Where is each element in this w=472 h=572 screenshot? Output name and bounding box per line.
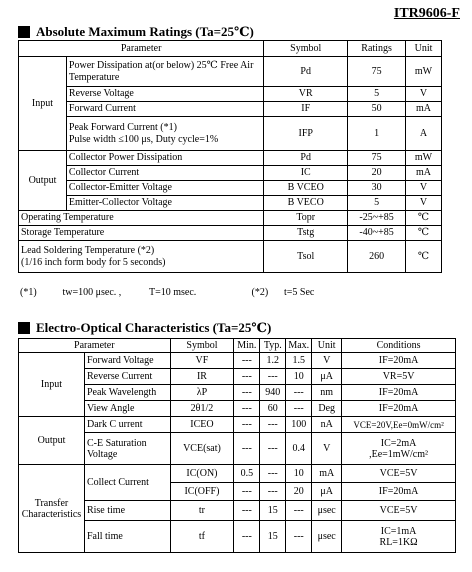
footnote-2-mark: (*2) [251, 287, 269, 298]
amr-rating: -25~+85 [348, 211, 406, 226]
amr-rating: 50 [348, 102, 406, 117]
eoc-symbol: tr [170, 501, 234, 521]
amr-symbol: Topr [264, 211, 348, 226]
eoc-symbol: ICEO [170, 417, 234, 433]
amr-symbol: Pd [264, 151, 348, 166]
eoc-min: --- [234, 353, 260, 369]
eoc-unit: μA [312, 483, 342, 501]
eoc-typ: --- [260, 433, 286, 465]
eoc-typ: --- [260, 465, 286, 483]
eoc-cond: IF=20mA [342, 483, 456, 501]
footnote-1-period: T=10 msec. [149, 287, 197, 298]
eoc-cond-line2: RL=1KΩ [379, 536, 418, 548]
eoc-min: --- [234, 433, 260, 465]
eoc-param: View Angle [84, 401, 170, 417]
eoc-max: 100 [286, 417, 312, 433]
amr-header-parameter: Parameter [19, 41, 264, 57]
eoc-cond: VCE=5V [342, 465, 456, 483]
amr-section-title: Absolute Maximum Ratings (Ta=25℃) [36, 24, 254, 39]
eoc-symbol: IC(ON) [170, 465, 234, 483]
eoc-group-output: Output [19, 417, 85, 465]
eoc-typ: 15 [260, 501, 286, 521]
eoc-cond: VR=5V [342, 369, 456, 385]
amr-symbol: B VECO [264, 196, 348, 211]
amr-rating: 30 [348, 181, 406, 196]
eoc-unit: μsec [312, 521, 342, 553]
amr-param: Lead Soldering Temperature (*2) [21, 245, 155, 257]
eoc-param-line2: Voltage [86, 448, 118, 460]
amr-header-unit: Unit [406, 41, 442, 57]
eoc-param-multi [84, 433, 170, 465]
amr-symbol: IF [264, 102, 348, 117]
amr-param: Operating Temperature [19, 211, 264, 226]
footnote-2-text: t=5 Sec [284, 287, 315, 298]
eoc-section-header [18, 320, 271, 336]
eoc-min: --- [234, 385, 260, 401]
amr-unit: ℃ [406, 226, 442, 241]
amr-symbol: Tstg [264, 226, 348, 241]
eoc-symbol: IC(OFF) [170, 483, 234, 501]
part-number: ITR9606-F [393, 6, 460, 21]
eoc-header-unit: Unit [312, 339, 342, 353]
eoc-symbol: tf [170, 521, 234, 553]
amr-group-output: Output [19, 151, 67, 211]
eoc-cond-multi [342, 521, 456, 553]
eoc-min: --- [234, 401, 260, 417]
amr-unit: mA [406, 102, 442, 117]
amr-rating: 5 [348, 196, 406, 211]
eoc-cond: IF=20mA [342, 401, 456, 417]
section-bullet-icon [18, 26, 30, 38]
eoc-group-input: Input [19, 353, 85, 417]
eoc-unit: μA [312, 369, 342, 385]
amr-header-symbol: Symbol [264, 41, 348, 57]
eoc-cond-multi [342, 433, 456, 465]
eoc-min: --- [234, 521, 260, 553]
eoc-unit: V [312, 353, 342, 369]
eoc-table [18, 338, 456, 553]
amr-unit: V [406, 196, 442, 211]
amr-unit: ℃ [406, 211, 442, 226]
eoc-cond: VCE=5V [342, 501, 456, 521]
eoc-min: --- [234, 369, 260, 385]
eoc-max: 20 [286, 483, 312, 501]
amr-rating: 20 [348, 166, 406, 181]
eoc-unit: Deg [312, 401, 342, 417]
amr-unit: A [406, 117, 442, 151]
amr-rating: 260 [348, 241, 406, 273]
amr-param: Collector-Emitter Voltage [66, 181, 263, 196]
amr-unit: mW [406, 151, 442, 166]
eoc-max: --- [286, 401, 312, 417]
eoc-header-parameter: Parameter [19, 339, 171, 353]
amr-rating: -40~+85 [348, 226, 406, 241]
amr-param: Power Dissipation at(or below) 25℃ Free Air Temperature [66, 57, 263, 87]
amr-param: Emitter-Collector Voltage [66, 196, 263, 211]
eoc-header-max: Max. [286, 339, 312, 353]
eoc-param: Dark C urrent [84, 417, 170, 433]
amr-header-ratings: Ratings [348, 41, 406, 57]
footnotes [20, 287, 314, 298]
amr-symbol: IFP [264, 117, 348, 151]
amr-symbol: B VCEO [264, 181, 348, 196]
amr-symbol: Pd [264, 57, 348, 87]
footnote-1-mark: (*1) [20, 287, 37, 298]
eoc-param: Peak Wavelength [84, 385, 170, 401]
eoc-param: Reverse Current [84, 369, 170, 385]
footnote-1-text: tw=100 μsec. , [62, 287, 122, 298]
eoc-typ: 1.2 [260, 353, 286, 369]
eoc-max: 10 [286, 465, 312, 483]
eoc-param: Rise time [84, 501, 170, 521]
eoc-param: Fall time [84, 521, 170, 553]
eoc-cond: IF=20mA [342, 353, 456, 369]
amr-param: Reverse Voltage [66, 87, 263, 102]
eoc-max: --- [286, 385, 312, 401]
section-bullet-icon [18, 322, 30, 334]
eoc-max: 10 [286, 369, 312, 385]
eoc-unit: nm [312, 385, 342, 401]
eoc-group-transfer-line1: Transfer [34, 497, 69, 509]
amr-param: Storage Temperature [19, 226, 264, 241]
eoc-symbol: λP [170, 385, 234, 401]
eoc-max: --- [286, 521, 312, 553]
amr-param: Collector Current [66, 166, 263, 181]
eoc-symbol: VF [170, 353, 234, 369]
amr-unit: V [406, 87, 442, 102]
eoc-min: --- [234, 501, 260, 521]
eoc-typ: 15 [260, 521, 286, 553]
amr-param-line2: (1/16 inch form body for 5 seconds) [21, 256, 166, 268]
amr-unit: mA [406, 166, 442, 181]
amr-unit: ℃ [406, 241, 442, 273]
amr-section-header [18, 24, 254, 40]
eoc-typ: 940 [260, 385, 286, 401]
amr-table [18, 40, 442, 273]
amr-param: Collector Power Dissipation [66, 151, 263, 166]
eoc-cond: IC=1mA [380, 525, 417, 537]
amr-symbol: Tsol [264, 241, 348, 273]
amr-unit: mW [406, 57, 442, 87]
eoc-typ: --- [260, 369, 286, 385]
eoc-max: 1.5 [286, 353, 312, 369]
eoc-header-typ: Typ. [260, 339, 286, 353]
eoc-header-conditions: Conditions [342, 339, 456, 353]
eoc-unit: V [312, 433, 342, 465]
amr-unit: V [406, 181, 442, 196]
eoc-header-min: Min. [234, 339, 260, 353]
amr-param-multi [19, 241, 264, 273]
amr-param-multi [66, 117, 263, 151]
eoc-group-transfer [19, 465, 85, 553]
eoc-typ: --- [260, 417, 286, 433]
eoc-typ: 60 [260, 401, 286, 417]
eoc-unit: μsec [312, 501, 342, 521]
eoc-cond: IF=20mA [342, 385, 456, 401]
amr-rating: 1 [348, 117, 406, 151]
amr-param-line2: Pulse width ≤100 μs, Duty cycle=1% [68, 133, 219, 145]
amr-param: Forward Current [66, 102, 263, 117]
eoc-param: C-E Saturation [86, 437, 147, 449]
eoc-section-title: Electro-Optical Characteristics (Ta=25℃) [36, 320, 272, 335]
amr-rating: 5 [348, 87, 406, 102]
eoc-symbol: 2θ1/2 [170, 401, 234, 417]
amr-rating: 75 [348, 57, 406, 87]
eoc-symbol: IR [170, 369, 234, 385]
amr-param: Peak Forward Current (*1) [68, 122, 177, 134]
eoc-cond: VCE=20V,Ee=0mW/cm² [342, 417, 456, 433]
eoc-typ: --- [260, 483, 286, 501]
eoc-group-transfer-line2: Characteristics [21, 508, 82, 520]
eoc-cond: IC=2mA [380, 437, 417, 449]
eoc-symbol: VCE(sat) [170, 433, 234, 465]
eoc-param: Collect Current [84, 465, 170, 501]
eoc-max: 0.4 [286, 433, 312, 465]
eoc-header-symbol: Symbol [170, 339, 234, 353]
amr-symbol: IC [264, 166, 348, 181]
eoc-min: 0.5 [234, 465, 260, 483]
eoc-min: --- [234, 417, 260, 433]
amr-rating: 75 [348, 151, 406, 166]
eoc-cond-line2: ,Ee=1mW/cm² [369, 448, 429, 460]
eoc-unit: mA [312, 465, 342, 483]
eoc-unit: nA [312, 417, 342, 433]
eoc-max: --- [286, 501, 312, 521]
amr-symbol: VR [264, 87, 348, 102]
amr-group-input: Input [19, 57, 67, 151]
eoc-min: --- [234, 483, 260, 501]
eoc-param: Forward Voltage [84, 353, 170, 369]
